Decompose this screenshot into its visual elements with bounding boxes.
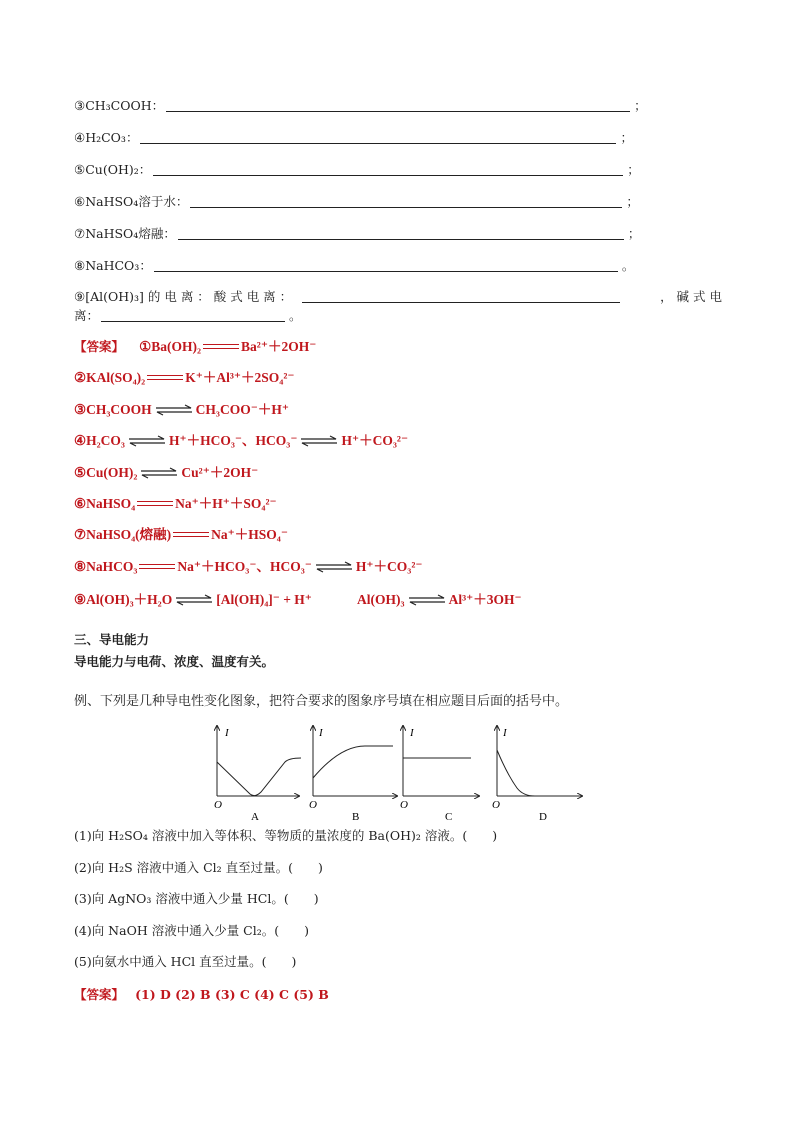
answer-blank[interactable] <box>178 227 624 240</box>
answer-blank[interactable] <box>153 163 623 176</box>
question-8-label: ⑧NaHCO₃： <box>74 258 152 273</box>
reversible-arrow-icon <box>175 594 213 606</box>
answer-blank[interactable] <box>166 99 630 112</box>
graph-d <box>492 726 582 823</box>
answer-5: ⑤Cu(OH)₂ Cu²⁺＋2OH⁻ <box>74 465 259 480</box>
answer-8: ⑧NaHCO₃ Na⁺＋HCO₃⁻、HCO₃⁻ H⁺＋CO₃²⁻ <box>74 559 423 574</box>
curve-a <box>217 758 301 796</box>
question-7-label: ⑦NaHSO₄熔融： <box>74 226 176 241</box>
question-6: ⑥NaHSO₄溶于水： ； <box>74 194 639 209</box>
question-3: ③CH₃COOH： ； <box>74 98 647 113</box>
section-subtitle: 导电能力与电荷、浓度、温度有关。 <box>74 654 275 669</box>
equals-sign <box>137 499 173 509</box>
svg-text:I: I <box>319 727 323 739</box>
curve-d <box>497 750 535 796</box>
answer-blank[interactable] <box>101 309 285 322</box>
section-title: 三、导电能力 <box>74 632 150 647</box>
equals-sign <box>147 373 183 383</box>
answer-3: ③CH₃COOH CH₃COO⁻＋H⁺ <box>74 402 289 417</box>
y-axis-label: I <box>225 727 229 739</box>
svg-text:I: I <box>410 727 414 739</box>
question-4: ④H₂CO₃： ； <box>74 130 633 145</box>
question-7: ⑦NaHSO₄熔融： ； <box>74 226 641 241</box>
conductivity-graphs <box>205 722 590 824</box>
question-9-cont: 离： 。 <box>74 308 302 323</box>
equals-sign <box>139 562 175 572</box>
answer-7: ⑦NaHSO₄(熔融) Na⁺＋HSO₄⁻ <box>74 527 288 542</box>
graph-label-b: B <box>352 811 360 823</box>
example-item-1: (1)向 H₂SO₄ 溶液中加入等体积、等物质的量浓度的 Ba(OH)₂ 溶液。( ) <box>74 828 498 843</box>
example-item-3: (3)向 AgNO₃ 溶液中通入少量 HCl。( ) <box>74 891 319 906</box>
reversible-arrow-icon <box>408 594 446 606</box>
answer-blank[interactable] <box>302 290 620 303</box>
svg-text:O: O <box>309 799 317 811</box>
graph-label-c: C <box>445 811 453 823</box>
question-5-label: ⑤Cu(OH)₂： <box>74 162 152 177</box>
graph-label-a: A <box>251 811 259 823</box>
question-5: ⑤Cu(OH)₂： ； <box>74 162 640 177</box>
answer-2: ②KAl(SO₄)₂ K⁺＋Al³⁺＋2SO₄²⁻ <box>74 370 295 385</box>
equals-sign <box>173 530 209 540</box>
question-3-label: ③CH₃COOH： <box>74 98 165 113</box>
reversible-arrow-icon <box>155 404 193 416</box>
svg-text:O: O <box>492 799 500 811</box>
svg-text:O: O <box>400 799 408 811</box>
graph-label-d: D <box>539 811 547 823</box>
example-item-5: (5)向氨水中通入 HCl 直至过量。( ) <box>74 954 297 969</box>
graph-a <box>214 726 301 823</box>
example-answer-text: (1) D (2) B (3) C (4) C (5) B <box>135 987 329 1002</box>
answer-blank[interactable] <box>140 131 616 144</box>
answer-blank[interactable] <box>190 195 622 208</box>
example-item-2: (2)向 H₂S 溶液中通入 Cl₂ 直至过量。( ) <box>74 860 323 875</box>
answer-9: ⑨Al(OH)₃＋H₂O [Al(OH)₄]⁻ + H⁺ Al(OH)₃ Al³⁺＋3OH⁻ <box>74 592 522 607</box>
reversible-arrow-icon <box>128 435 166 447</box>
example-intro: 例、下列是几种导电性变化图象，把符合要求的图象序号填在相应题目后面的括号中。 <box>74 694 569 709</box>
curve-b <box>313 746 393 778</box>
question-6-label: ⑥NaHSO₄溶于水： <box>74 194 189 209</box>
answer-tag: 【答案】 <box>74 987 125 1002</box>
graph-c <box>400 726 479 823</box>
answer-blank[interactable] <box>154 259 618 272</box>
example-answer <box>74 984 329 1003</box>
svg-text:I: I <box>503 727 507 739</box>
reversible-arrow-icon <box>300 435 338 447</box>
answer-1: 【答案】 ①Ba(OH)₂ Ba²⁺＋2OH⁻ <box>74 339 317 354</box>
reversible-arrow-icon <box>315 561 353 573</box>
question-4-label: ④H₂CO₃： <box>74 130 139 145</box>
question-9-label: ⑨[Al(OH)₃] 的 电 离 ： 酸 式 电 离 ： <box>74 289 293 304</box>
answer-6: ⑥NaHSO₄ Na⁺＋H⁺＋SO₄²⁻ <box>74 496 277 511</box>
reversible-arrow-icon <box>140 467 178 479</box>
origin-label: O <box>214 799 222 811</box>
answer-tag: 【答案】 <box>74 339 125 354</box>
example-item-4: (4)向 NaOH 溶液中通入少量 Cl₂。( ) <box>74 923 309 938</box>
question-9: ⑨[Al(OH)₃] 的 电 离 ： 酸 式 电 离 ： ， 碱 式 电 <box>74 289 722 304</box>
question-8: ⑧NaHCO₃： 。 <box>74 258 635 273</box>
equals-sign <box>203 342 239 352</box>
answer-4: ④H₂CO₃ H⁺＋HCO₃⁻、HCO₃⁻ H⁺＋CO₃²⁻ <box>74 433 409 448</box>
graph-b <box>309 726 397 823</box>
